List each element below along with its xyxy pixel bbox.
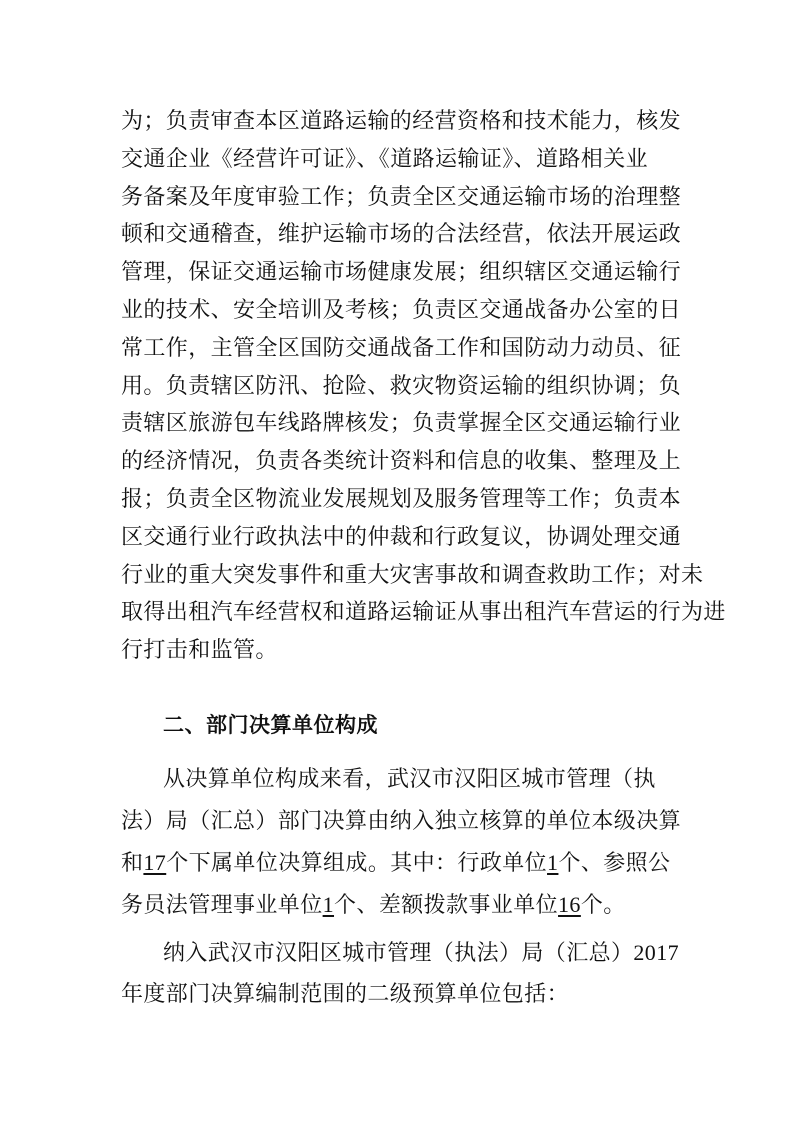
text-line: 报；负责全区物流业发展规划及服务管理等工作；负责本 — [121, 486, 682, 512]
count-differential-units: 16 — [558, 891, 581, 917]
text-line — [121, 932, 681, 974]
paragraph-duties — [121, 103, 726, 670]
text-line: 顿和交通稽查，维护运输市场的合法经营，依法开展运政 — [121, 222, 682, 248]
text-line: 年度部门决算编制范围的二级预算单位包括： — [121, 981, 570, 1007]
text-line: 务备案及年度审验工作；负责全区交通运输市场的治理整 — [121, 184, 682, 210]
count-civil-servant-units: 1 — [322, 891, 335, 917]
paragraph-unit-composition — [121, 759, 681, 925]
text-fragment: 纳入武汉市汉阳区城市管理（执法）局（汇总） — [163, 941, 634, 966]
text-line: 法）局（汇总）部门决算由纳入独立核算的单位本级决算 — [121, 808, 682, 834]
text-fragment: 个、参照公 — [558, 851, 671, 876]
text-line: 用。负责辖区防汛、抢险、救灾物资运输的组织协调；负 — [121, 373, 682, 399]
text-line: 为；负责审查本区道路运输的经营资格和技术能力，核发 — [121, 109, 682, 134]
text-line — [121, 884, 681, 926]
count-subordinate-units: 17 — [143, 850, 167, 875]
count-admin-units: 1 — [547, 850, 559, 875]
text-fragment: 个、差额拨款事业单位 — [334, 892, 559, 918]
text-line: 交通企业《经营许可证》、《道路运输证》、道路相关业 — [121, 146, 649, 172]
text-line: 取得出租汽车经营权和道路运输证从事出租汽车营运的行为进 — [121, 600, 726, 626]
text-line: 责辖区旅游包车线路牌核发；负责掌握全区交通运输行业 — [121, 411, 682, 437]
section-heading: 二、部门决算单位构成 — [163, 713, 378, 737]
year-value: 2017 — [633, 940, 680, 965]
text-fragment: 务员法管理事业单位 — [121, 892, 323, 918]
text-line: 从决算单位构成来看，武汉市汉阳区城市管理（执 — [163, 767, 656, 792]
text-line: 的经济情况，负责各类统计资料和信息的收集、整理及上 — [121, 449, 682, 475]
text-line: 行打击和监管。 — [121, 638, 278, 664]
text-line: 业的技术、安全培训及考核；负责区交通战备办公室的日 — [121, 297, 682, 323]
text-line: 区交通行业行政执法中的仲裁和行政复议，协调处理交通 — [121, 524, 682, 550]
text-line — [121, 842, 681, 884]
text-fragment: 个下属单位决算组成。其中：行政单位 — [166, 851, 548, 876]
text-line: 常工作，主管全区国防交通战备工作和国防动力动员、征 — [121, 335, 682, 361]
paragraph-secondary-units — [121, 932, 681, 1015]
text-line: 管理，保证交通运输市场健康发展；组织辖区交通运输行 — [121, 260, 682, 286]
text-line: 行业的重大突发事件和重大灾害事故和调查救助工作；对未 — [121, 562, 704, 588]
text-fragment: 个。 — [580, 892, 626, 918]
text-fragment: 和 — [121, 851, 144, 876]
